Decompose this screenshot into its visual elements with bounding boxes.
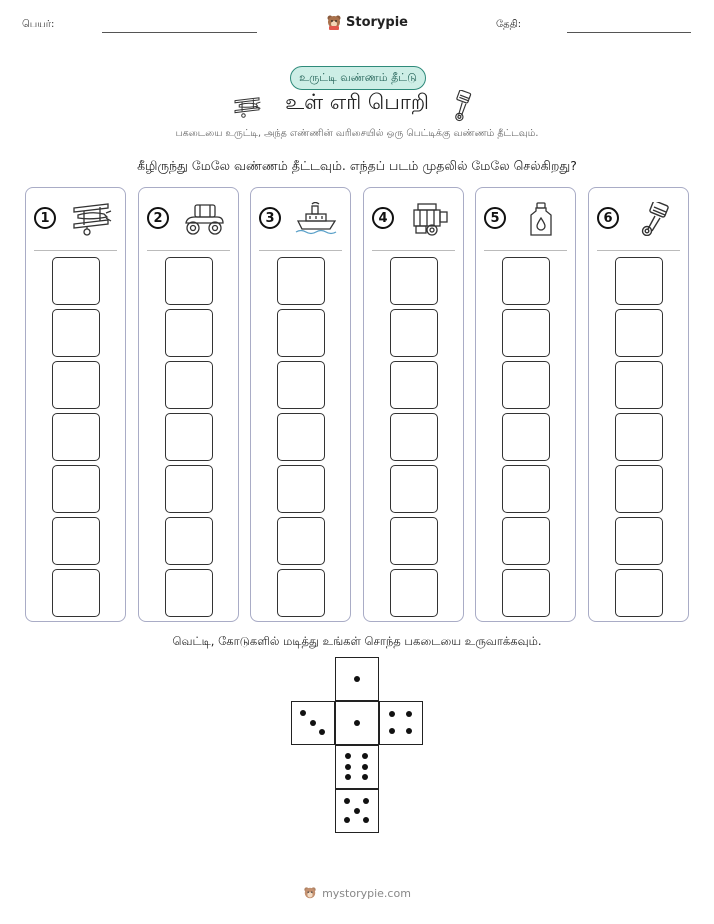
footer-url[interactable]: mystorypie.com xyxy=(322,886,411,900)
column-number: 6 xyxy=(597,207,619,229)
color-box[interactable] xyxy=(390,465,438,513)
die-pip xyxy=(354,808,360,814)
color-box[interactable] xyxy=(390,517,438,565)
color-box[interactable] xyxy=(52,517,100,565)
die-pip xyxy=(345,774,351,780)
column-number: 2 xyxy=(147,207,169,229)
column-divider xyxy=(34,250,117,251)
die-pip xyxy=(389,711,395,717)
oil-bottle-icon xyxy=(520,202,562,236)
color-box[interactable] xyxy=(52,413,100,461)
color-box[interactable] xyxy=(502,517,550,565)
die-pip xyxy=(354,720,360,726)
color-box[interactable] xyxy=(502,465,550,513)
color-box[interactable] xyxy=(277,413,325,461)
column-2 xyxy=(138,187,239,622)
color-box[interactable] xyxy=(615,465,663,513)
color-box[interactable] xyxy=(615,361,663,409)
die-pip xyxy=(362,774,368,780)
activity-badge: உருட்டி வண்ணம் தீட்டு xyxy=(290,66,426,90)
die-pip xyxy=(363,817,369,823)
color-box[interactable] xyxy=(502,569,550,617)
biplane-icon xyxy=(70,202,112,236)
color-box[interactable] xyxy=(277,517,325,565)
column-divider xyxy=(597,250,680,251)
column-5 xyxy=(475,187,576,622)
color-box[interactable] xyxy=(277,569,325,617)
color-box[interactable] xyxy=(52,569,100,617)
die-pip xyxy=(406,728,412,734)
column-divider xyxy=(484,250,567,251)
die-pip xyxy=(345,764,351,770)
die-pip xyxy=(344,817,350,823)
color-box[interactable] xyxy=(502,413,550,461)
brand-name: Storypie xyxy=(346,14,408,30)
color-box[interactable] xyxy=(502,361,550,409)
column-number: 5 xyxy=(484,207,506,229)
color-box[interactable] xyxy=(52,361,100,409)
die-face-left xyxy=(291,701,335,745)
die-pip xyxy=(319,729,325,735)
die-pip xyxy=(300,710,306,716)
column-number: 4 xyxy=(372,207,394,229)
steamboat-icon xyxy=(295,202,337,236)
column-6 xyxy=(588,187,689,622)
color-box[interactable] xyxy=(615,569,663,617)
column-number: 1 xyxy=(34,207,56,229)
column-divider xyxy=(259,250,342,251)
die-face-top xyxy=(335,657,379,701)
die-face-right xyxy=(379,701,423,745)
piston-icon xyxy=(633,202,675,236)
color-box[interactable] xyxy=(277,257,325,305)
column-number: 3 xyxy=(259,207,281,229)
die-face-lower xyxy=(335,745,379,789)
die-pip xyxy=(310,720,316,726)
color-box[interactable] xyxy=(390,257,438,305)
color-box[interactable] xyxy=(615,413,663,461)
die-pip xyxy=(406,711,412,717)
date-line[interactable] xyxy=(567,32,691,33)
color-box[interactable] xyxy=(615,257,663,305)
brand-logo xyxy=(326,14,408,30)
die-face-bottom xyxy=(335,789,379,833)
die-pip xyxy=(344,798,350,804)
color-box[interactable] xyxy=(615,517,663,565)
color-box[interactable] xyxy=(165,257,213,305)
die-pip xyxy=(389,728,395,734)
color-box[interactable] xyxy=(277,361,325,409)
color-box[interactable] xyxy=(165,309,213,357)
vintage-car-icon xyxy=(183,202,225,236)
die-pip xyxy=(345,753,351,759)
color-box[interactable] xyxy=(615,309,663,357)
color-box[interactable] xyxy=(390,569,438,617)
column-divider xyxy=(372,250,455,251)
page-subtitle: பகடையை உருட்டி, அந்த எண்ணின் வரிசையில் ஒரு பெட்டிக்கு வண்ணம் தீட்டவும். xyxy=(175,128,539,139)
footer xyxy=(0,886,714,900)
bear-mascot-icon xyxy=(326,14,342,30)
color-box[interactable] xyxy=(165,569,213,617)
color-box[interactable] xyxy=(502,257,550,305)
date-label: தேதி: xyxy=(496,19,522,30)
color-box[interactable] xyxy=(390,361,438,409)
engine-icon xyxy=(408,202,450,236)
bear-mascot-icon xyxy=(303,886,317,900)
instruction-question: கீழிருந்து மேலே வண்ணம் தீட்டவும். எந்தப் படம் முதலில் மேலே செல்கிறது? xyxy=(137,158,577,173)
die-pip xyxy=(354,676,360,682)
color-box[interactable] xyxy=(52,257,100,305)
column-3 xyxy=(250,187,351,622)
color-box[interactable] xyxy=(165,413,213,461)
die-face-center xyxy=(335,701,379,745)
cut-instruction: வெட்டி, கோடுகளில் மடித்து உங்கள் சொந்த பகடையை உருவாக்கவும். xyxy=(172,634,542,648)
page-title: உள் எரி பொறி xyxy=(285,90,429,114)
column-divider xyxy=(147,250,230,251)
color-box[interactable] xyxy=(165,361,213,409)
color-box[interactable] xyxy=(277,465,325,513)
color-box[interactable] xyxy=(165,517,213,565)
column-4 xyxy=(363,187,464,622)
die-pip xyxy=(362,753,368,759)
name-line[interactable] xyxy=(102,32,257,33)
name-label: பெயர்: xyxy=(22,19,55,30)
color-box[interactable] xyxy=(277,309,325,357)
die-pip xyxy=(363,798,369,804)
die-pip xyxy=(362,764,368,770)
color-box[interactable] xyxy=(502,309,550,357)
color-box[interactable] xyxy=(390,309,438,357)
color-box[interactable] xyxy=(52,309,100,357)
color-box[interactable] xyxy=(390,413,438,461)
color-box[interactable] xyxy=(165,465,213,513)
column-1 xyxy=(25,187,126,622)
title-piston-icon xyxy=(452,90,474,122)
color-box[interactable] xyxy=(52,465,100,513)
